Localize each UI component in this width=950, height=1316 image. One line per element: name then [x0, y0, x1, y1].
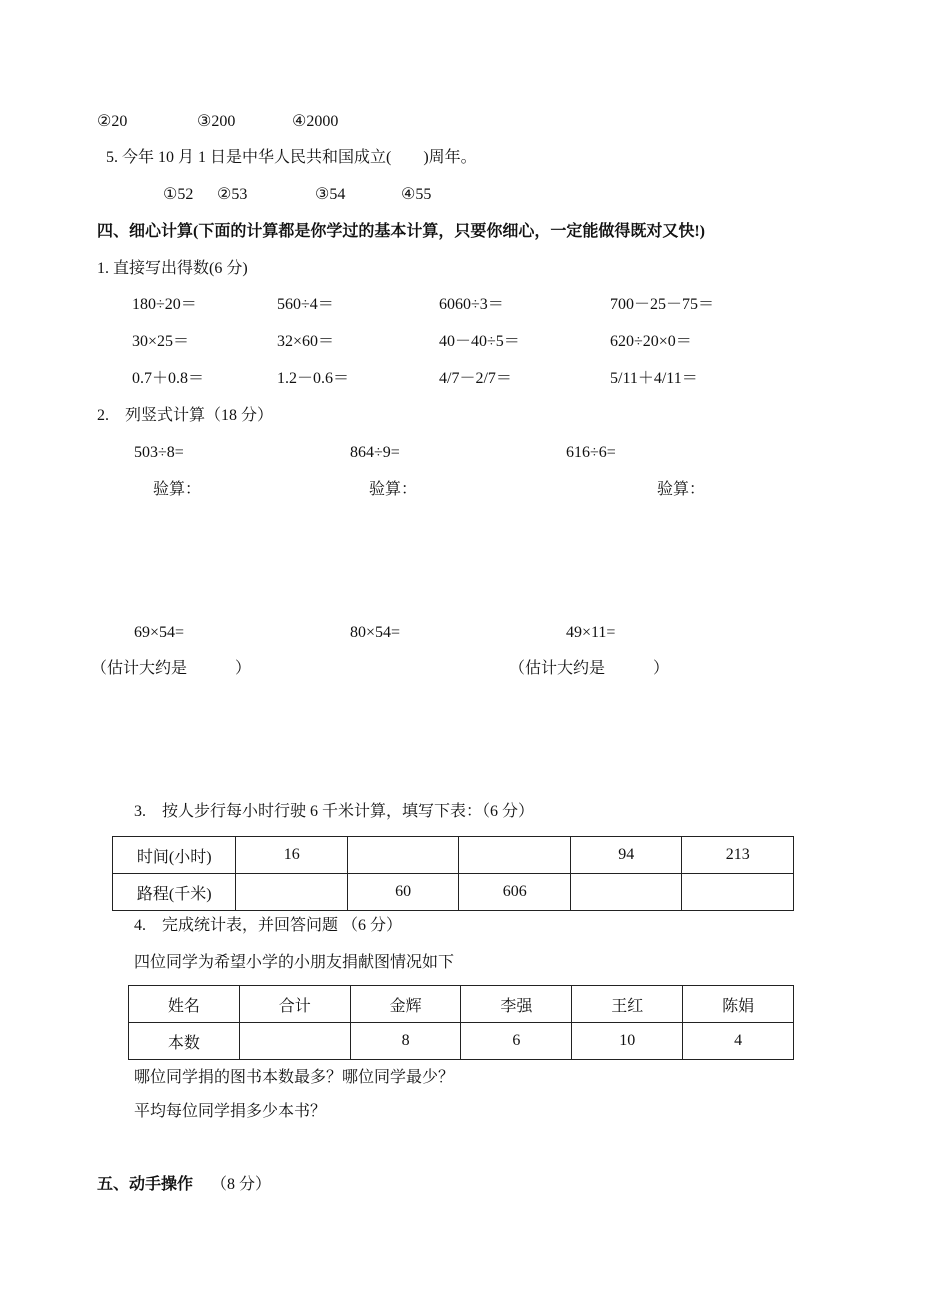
calc-item: 620÷20×0＝	[610, 333, 692, 350]
part1-title: 1. 直接写出得数(6 分)	[97, 260, 248, 277]
estimate-label: （估计大约是 ）	[91, 660, 252, 677]
multiplication-problem: 69×54=	[134, 624, 185, 641]
table-cell	[239, 1023, 350, 1060]
table-cell	[682, 874, 794, 911]
q4-option-3: ③200	[197, 113, 236, 130]
part4-title: 4. 完成统计表，并回答问题 （6 分）	[134, 917, 403, 934]
part4-question2: 平均每位同学捐多少本书？	[134, 1103, 327, 1120]
part3-title: 3. 按人步行每小时行驶 6 千米计算，填写下表：（6 分）	[134, 803, 535, 820]
division-problem: 503÷8=	[134, 444, 184, 461]
section4-heading	[97, 222, 705, 242]
table-row	[129, 986, 794, 1023]
multiplication-problem: 49×11=	[566, 624, 616, 641]
calc-item: 560÷4＝	[277, 296, 334, 313]
calc-item: 5/11＋4/11＝	[610, 370, 698, 387]
check-label: 验算：	[153, 481, 202, 498]
table-row	[113, 874, 794, 911]
calc-item: 4/7－2/7＝	[439, 370, 512, 387]
table-row	[113, 837, 794, 874]
check-label: 验算：	[657, 481, 706, 498]
section5-title: 五、动手操作	[97, 1176, 194, 1193]
table-row	[129, 1023, 794, 1060]
calc-item: 40－40÷5＝	[439, 333, 520, 350]
table-cell: 16	[236, 837, 347, 874]
calc-item: 1.2－0.6＝	[277, 370, 350, 387]
multiplication-problem: 80×54=	[350, 624, 401, 641]
check-label: 验算：	[369, 481, 418, 498]
table-cell	[570, 874, 681, 911]
table-cell: 合计	[239, 986, 350, 1023]
part2-title: 2. 列竖式计算（18 分）	[97, 407, 274, 424]
q4-option-2: ②20	[97, 113, 128, 130]
section5-points: （8 分）	[211, 1176, 272, 1193]
table-cell: 213	[682, 837, 794, 874]
table-cell: 路程(千米)	[113, 874, 236, 911]
table-cell: 60	[347, 874, 458, 911]
part4-intro: 四位同学为希望小学的小朋友捐献图情况如下	[134, 954, 455, 971]
table-cell: 4	[683, 1023, 794, 1060]
calc-item: 6060÷3＝	[439, 296, 504, 313]
table-cell: 王红	[572, 986, 683, 1023]
table-cell: 10	[572, 1023, 683, 1060]
calc-item: 30×25＝	[132, 333, 190, 350]
table-cell: 94	[570, 837, 681, 874]
calc-item: 32×60＝	[277, 333, 335, 350]
q5-question: 5. 今年 10 月 1 日是中华人民共和国成立( )周年。	[106, 149, 477, 166]
calc-item: 180÷20＝	[132, 296, 197, 313]
table-cell: 陈娟	[683, 986, 794, 1023]
division-problem: 616÷6=	[566, 444, 616, 461]
q5-option-4: ④55	[401, 186, 432, 203]
table-cell: 6	[461, 1023, 572, 1060]
table-cell	[347, 837, 458, 874]
table-cell	[459, 837, 571, 874]
table-cell: 606	[459, 874, 571, 911]
table-cell: 李强	[461, 986, 572, 1023]
q5-option-2: ②53	[217, 186, 248, 203]
q4-option-4: ④2000	[292, 113, 339, 130]
table-cell: 金辉	[350, 986, 461, 1023]
division-problem: 864÷9=	[350, 444, 400, 461]
table-cell	[236, 874, 347, 911]
section4-title: 四、细心计算	[97, 223, 194, 240]
estimate-label: （估计大约是 ）	[509, 660, 670, 677]
table-cell: 8	[350, 1023, 461, 1060]
table-cell: 时间(小时)	[113, 837, 236, 874]
statistics-table	[128, 985, 794, 1060]
section5-heading	[97, 1175, 271, 1195]
table-cell: 姓名	[129, 986, 240, 1023]
section4-subtitle: (下面的计算都是你学过的基本计算，只要你细心，一定能做得既对又快!)	[193, 223, 706, 240]
q5-option-1: ①52	[163, 186, 194, 203]
table-cell: 本数	[129, 1023, 240, 1060]
calc-item: 0.7＋0.8＝	[132, 370, 205, 387]
part4-question1: 哪位同学捐的图书本数最多？哪位同学最少？	[134, 1069, 455, 1086]
q5-option-3: ③54	[315, 186, 346, 203]
speed-table	[112, 836, 794, 911]
calc-item: 700－25－75＝	[610, 296, 715, 313]
